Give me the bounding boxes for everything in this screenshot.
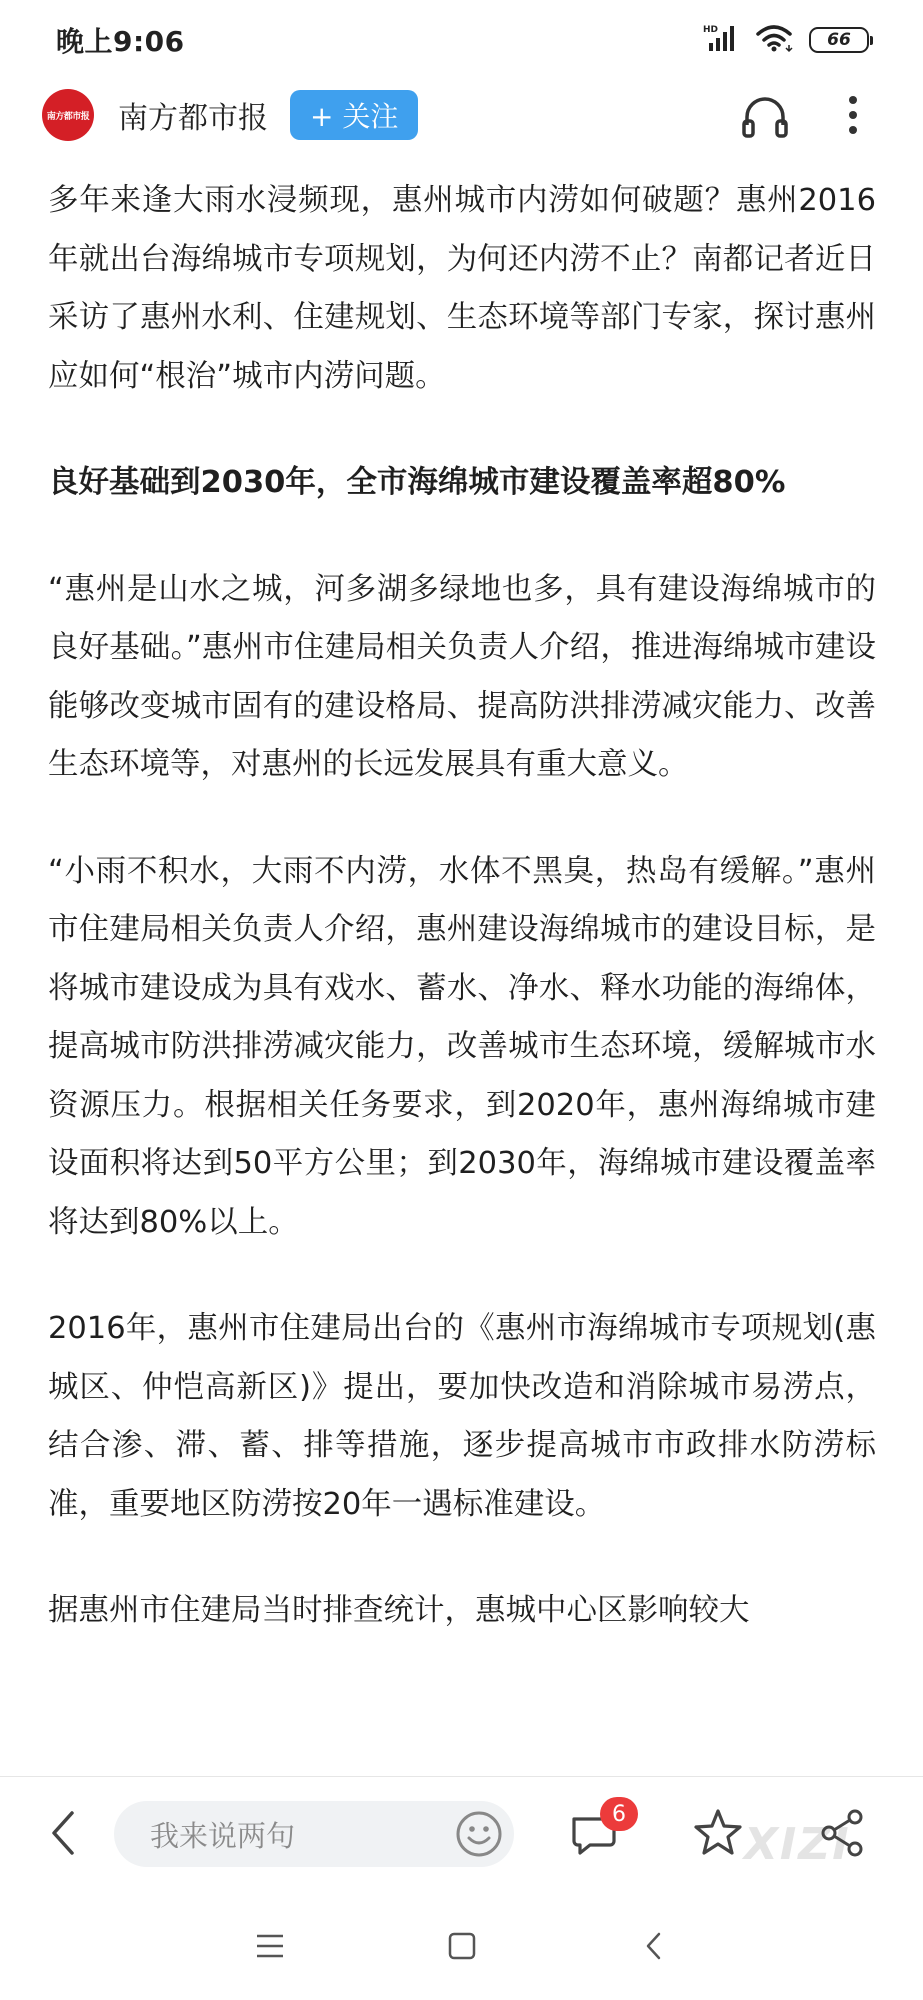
network-label: HD: [703, 25, 719, 35]
article-paragraph: 据惠州市住建局当时排查统计，惠城中心区影响较大: [48, 1593, 750, 1628]
nav-back-icon[interactable]: [632, 1924, 676, 1968]
article-paragraph: 多年来逢大雨水浸频现，惠州城市内涝如何破题？惠州2016年就出台海绵城市专项规划，为何还内涝不止？南都记者近日采访了惠州水利、住建规划、生态环境等部门专家，探讨惠州应如何“根治”城市内涝问题。: [48, 183, 876, 394]
headphones-icon[interactable]: [735, 85, 795, 145]
section-heading: 良好基础到2030年，全市海绵城市建设覆盖率超80%: [48, 465, 786, 500]
source-name[interactable]: 南方都市报: [118, 101, 268, 136]
source-logo[interactable]: [42, 89, 94, 141]
menu-icon[interactable]: [248, 1924, 292, 1968]
comment-placeholder: 我来说两句: [150, 1818, 296, 1853]
emoji-icon[interactable]: [454, 1809, 504, 1859]
comment-count-badge: 6: [600, 1797, 638, 1831]
bottom-action-bar: [0, 1776, 923, 1890]
logo-text: 南方都市报: [46, 111, 90, 122]
back-icon[interactable]: [40, 1803, 86, 1863]
share-icon[interactable]: [815, 1805, 871, 1861]
article-paragraph: “惠州是山水之城，河多湖多绿地也多，具有建设海绵城市的良好基础。”惠州市住建局相关负责人介绍，推进海绵城市建设能够改变城市固有的建设格局、提高防洪排涝减灾能力、改善生态环境等，对惠州的长远发展具有重大意义。: [48, 571, 876, 782]
star-icon[interactable]: [690, 1805, 746, 1861]
battery-icon: [809, 27, 869, 53]
system-nav-bar: [0, 1890, 923, 2000]
article-paragraph: 2016年，惠州市住建局出台的《惠州市海绵城市专项规划(惠城区、仲恺高新区)》提出，要加快改造和消除城市易涝点，结合渗、滞、蓄、排等措施，逐步提高城市市政排水防涝标准，重要地区防涝按20年一遇标准建设。: [48, 1311, 876, 1522]
follow-button[interactable]: + 关注: [290, 90, 418, 140]
status-time: 晚上9:06: [56, 25, 185, 58]
status-icons: [703, 23, 869, 57]
signal-icon: [703, 23, 739, 57]
watermark-logo: XIZI: [744, 1819, 851, 1870]
battery-level: 66: [827, 30, 851, 50]
article-paragraph: “小雨不积水，大雨不内涝，水体不黑臭，热岛有缓解。”惠州市住建局相关负责人介绍，惠州建设海绵城市的建设目标，是将城市建设成为具有戏水、蓄水、净水、释水功能的海绵体，提高城市防洪排涝减灾能力，改善城市生态环境，缓解城市水资源压力。根据相关任务要求，到2020年，惠州海绵城市建设面积将达到50平方公里；到2030年，海绵城市建设覆盖率将达到80%以上。: [48, 853, 876, 1240]
comment-input[interactable]: [114, 1801, 514, 1867]
wifi-icon: [755, 23, 793, 57]
home-icon[interactable]: [440, 1924, 484, 1968]
article-body: [48, 172, 876, 1689]
article-header: [0, 82, 923, 148]
more-icon[interactable]: [823, 85, 883, 145]
status-bar: [0, 0, 923, 80]
